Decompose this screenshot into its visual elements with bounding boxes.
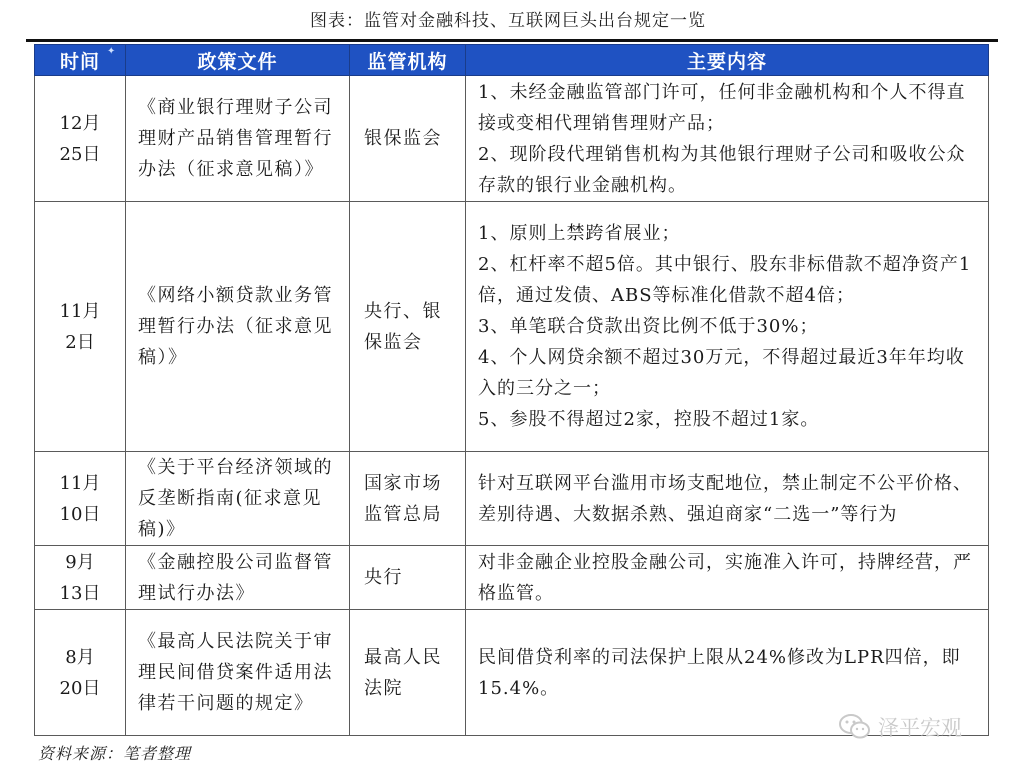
document-cell: 《最高人民法院关于审理民间借贷案件适用法律若干问题的规定》 [126, 610, 350, 736]
content-line: 民间借贷利率的司法保护上限从24%修改为LPR四倍，即15.4%。 [478, 646, 961, 699]
document-cell: 《网络小额贷款业务管理暂行办法（征求意见稿）》 [126, 202, 350, 452]
source-note: 资料来源：笔者整理 [38, 744, 192, 763]
regulator-cell: 银保监会 [350, 76, 466, 202]
content-line: 2、杠杆率不超5倍。其中银行、股东非标借款不超净资产1倍，通过发债、ABS等标准化借款不超4倍； [478, 254, 972, 306]
date-cell [35, 452, 126, 546]
header-regulator: 监管机构 [350, 45, 466, 76]
content-line: 2、现阶段代理销售机构为其他银行理财子公司和吸收公众存款的银行业金融机构。 [478, 143, 966, 196]
content-line: 对非金融企业控股金融公司，实施准入许可，持牌经营，严格监管。 [478, 551, 972, 604]
content-line: 4、个人网贷余额不超过30万元，不得超过最近3年年均收入的三分之一； [478, 347, 965, 399]
date-month: 11月 [59, 472, 101, 494]
document-cell: 《金融控股公司监督管理试行办法》 [126, 546, 350, 610]
content-line: 针对互联网平台滥用市场支配地位，禁止制定不公平价格、差别待遇、大数据杀熟、强迫商家“二选一”等行为 [478, 472, 972, 525]
table-header-row [35, 45, 989, 76]
content-cell [466, 76, 989, 202]
date-cell [35, 610, 126, 736]
content-cell [466, 546, 989, 610]
content-cell [466, 202, 989, 452]
date-cell [35, 76, 126, 202]
date-day: 2日 [65, 331, 95, 353]
header-document: 政策文件 [126, 45, 350, 76]
figure-title: 图表：监管对金融科技、互联网巨头出台规定一览 [310, 11, 706, 31]
sparkle-decoration: ✦ [107, 46, 116, 57]
date-day: 13日 [59, 582, 101, 604]
wechat-icon [838, 713, 872, 741]
date-day: 20日 [59, 677, 101, 699]
content-line: 3、单笔联合贷款出资比例不低于30%； [478, 316, 819, 337]
table-row [35, 76, 989, 202]
date-cell [35, 546, 126, 610]
header-content: 主要内容 [466, 45, 989, 76]
table-row [35, 452, 989, 546]
document-cell: 《关于平台经济领域的反垄断指南(征求意见稿)》 [126, 452, 350, 546]
regulator-cell: 最高人民法院 [350, 610, 466, 736]
document-cell: 《商业银行理财子公司理财产品销售管理暂行办法（征求意见稿）》 [126, 76, 350, 202]
table-row [35, 546, 989, 610]
content-line: 1、原则上禁跨省展业； [478, 223, 681, 244]
regulator-cell: 央行 [350, 546, 466, 610]
content-cell [466, 452, 989, 546]
table-row [35, 202, 989, 452]
date-day: 10日 [59, 503, 101, 525]
date-month: 12月 [59, 112, 101, 134]
date-month: 9月 [65, 551, 95, 573]
regulator-cell: 央行、银保监会 [350, 202, 466, 452]
policy-table [34, 44, 989, 736]
date-month: 11月 [59, 300, 101, 322]
content-line: 1、未经金融监管部门许可，任何非金融机构和个人不得直接或变相代理销售理财产品； [478, 81, 966, 134]
watermark [838, 712, 962, 742]
watermark-text: 泽平宏观 [878, 716, 962, 740]
date-day: 25日 [59, 143, 101, 165]
header-time: 时间 [35, 45, 126, 76]
regulator-cell: 国家市场监管总局 [350, 452, 466, 546]
content-line: 5、参股不得超过2家，控股不超过1家。 [478, 409, 820, 430]
date-month: 8月 [65, 646, 95, 668]
date-cell [35, 202, 126, 452]
top-rule [26, 39, 998, 42]
